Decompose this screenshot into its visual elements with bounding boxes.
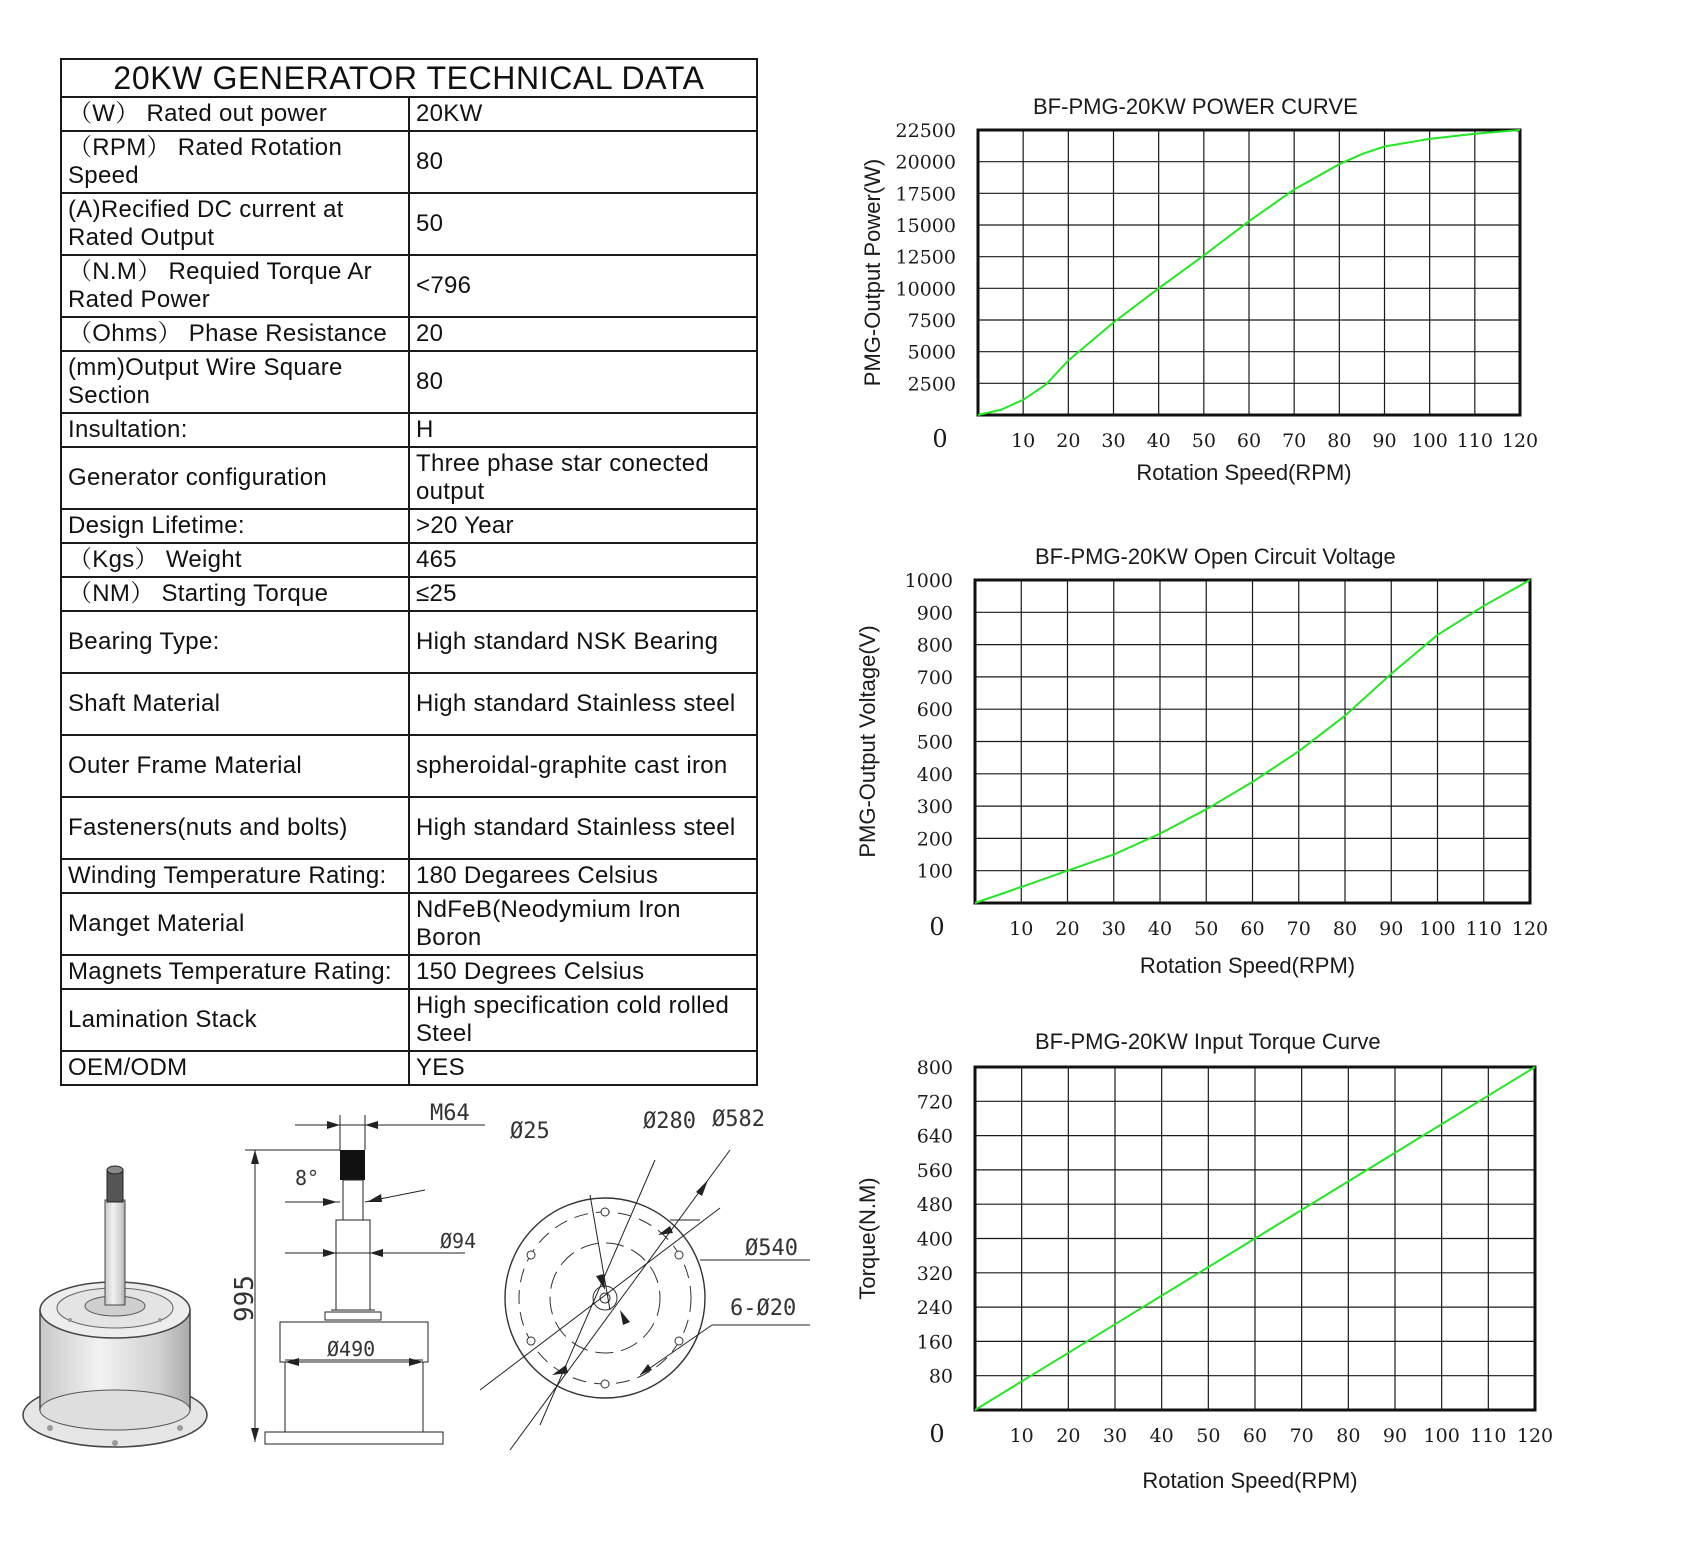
- spec-label: (A)Recified DC current at Rated Output: [61, 193, 409, 255]
- chart-1-x-tick: 10: [1009, 918, 1034, 940]
- chart-0-y-tick: 10000: [895, 278, 956, 301]
- chart-1-y-tick: 200: [916, 828, 953, 851]
- table-title: 20KW GENERATOR TECHNICAL DATA: [61, 59, 757, 97]
- spec-label: （Kgs） Weight: [61, 543, 409, 577]
- chart-0-y-tick: 7500: [907, 310, 956, 332]
- chart-0-x-tick: 90: [1372, 430, 1397, 452]
- spec-value: YES: [409, 1051, 757, 1085]
- chart-1-x-tick: 90: [1379, 918, 1404, 940]
- chart-2-title: BF-PMG-20KW Input Torque Curve: [1035, 1029, 1381, 1054]
- chart-0-y-tick: 5000: [907, 341, 956, 364]
- chart-2-x-tick: 110: [1470, 1425, 1507, 1447]
- spec-label: （RPM） Rated Rotation Speed: [61, 131, 409, 193]
- spec-label: Magnets Temperature Rating:: [61, 955, 409, 989]
- spec-value: H: [409, 413, 757, 447]
- side-view-drawing: [215, 1090, 495, 1470]
- dim-d94: Ø94: [440, 1229, 477, 1253]
- chart-1-x-tick: 100: [1419, 918, 1456, 940]
- spec-label: Fasteners(nuts and bolts): [61, 797, 409, 859]
- chart-0-y-label: PMG-Output Power(W): [860, 158, 885, 387]
- spec-label: Insultation:: [61, 413, 409, 447]
- spec-value: NdFeB(Neodymium Iron Boron: [409, 893, 757, 955]
- spec-value: <796: [409, 255, 757, 317]
- chart-2-x-tick: 50: [1196, 1425, 1221, 1447]
- chart-1-origin-label: 0: [929, 913, 945, 941]
- spec-value: High standard NSK Bearing: [409, 611, 757, 673]
- chart-0-x-tick: 60: [1236, 430, 1262, 452]
- spec-value: 465: [409, 543, 757, 577]
- chart-0-x-label: Rotation Speed(RPM): [1136, 460, 1352, 485]
- spec-label: Lamination Stack: [61, 989, 409, 1051]
- chart-2-x-tick: 120: [1516, 1425, 1554, 1447]
- chart-1-y-label: PMG-Output Voltage(V): [855, 625, 880, 858]
- spec-label: (mm)Output Wire Square Section: [61, 351, 409, 413]
- spec-value: 20: [409, 317, 757, 351]
- chart-0-x-tick: 50: [1191, 430, 1216, 452]
- spec-label: Shaft Material: [61, 673, 409, 735]
- spec-label: Winding Temperature Rating:: [61, 859, 409, 893]
- chart-2-y-tick: 720: [916, 1091, 953, 1114]
- chart-1-x-tick: 30: [1101, 918, 1126, 940]
- chart-2-x-tick: 60: [1242, 1425, 1268, 1447]
- dim-d582: Ø582: [712, 1107, 765, 1132]
- chart-2-y-tick: 480: [916, 1194, 953, 1217]
- generator-render: [10, 1160, 210, 1460]
- chart-1-x-tick: 120: [1511, 918, 1549, 940]
- spec-value: ≤25: [409, 577, 757, 611]
- spec-value: >20 Year: [409, 509, 757, 543]
- spec-value: 50: [409, 193, 757, 255]
- dim-d540: Ø540: [745, 1236, 798, 1261]
- chart-2-x-tick: 100: [1423, 1425, 1460, 1447]
- chart-2-y-label: Torque(N.M): [855, 1177, 880, 1300]
- chart-1-x-tick: 80: [1332, 918, 1358, 940]
- spec-label: Generator configuration: [61, 447, 409, 509]
- chart-2-y-tick: 560: [916, 1159, 953, 1182]
- chart-0-x-tick: 70: [1282, 430, 1307, 452]
- chart-2-x-tick: 80: [1336, 1425, 1361, 1447]
- chart-0-x-tick: 120: [1501, 430, 1539, 452]
- chart-2-x-tick: 20: [1056, 1425, 1081, 1447]
- spec-label: （W） Rated out power: [61, 97, 409, 131]
- chart-0-y-tick: 22500: [895, 120, 956, 142]
- spec-value: High specification cold rolled Steel: [409, 989, 757, 1051]
- spec-value: 20KW: [409, 97, 757, 131]
- spec-value: Three phase star conected output: [409, 447, 757, 509]
- chart-0-origin-label: 0: [932, 425, 948, 453]
- chart-2-x-label: Rotation Speed(RPM): [1142, 1468, 1358, 1493]
- chart-2-x-tick: 40: [1149, 1425, 1174, 1447]
- spec-label: （NM） Starting Torque: [61, 577, 409, 611]
- spec-value: 80: [409, 351, 757, 413]
- top-view-drawing: [480, 1107, 810, 1450]
- spec-value: 80: [409, 131, 757, 193]
- chart-2-y-tick: 800: [916, 1057, 953, 1079]
- dim-d25: Ø25: [510, 1119, 550, 1144]
- chart-0-x-tick: 40: [1146, 430, 1171, 452]
- chart-0-x-tick: 20: [1056, 430, 1081, 452]
- chart-1-y-tick: 500: [916, 731, 953, 754]
- spec-label: Design Lifetime:: [61, 509, 409, 543]
- chart-0-y-tick: 17500: [895, 183, 956, 206]
- chart-2-y-tick: 400: [916, 1228, 953, 1251]
- spec-value: High standard Stainless steel: [409, 673, 757, 735]
- chart-2-x-tick: 70: [1289, 1425, 1314, 1447]
- dim-h995: 995: [230, 1275, 260, 1322]
- dim-m64: M64: [430, 1101, 470, 1126]
- chart-0-y-tick: 2500: [907, 373, 956, 396]
- spec-label: Outer Frame Material: [61, 735, 409, 797]
- chart-1-x-tick: 50: [1194, 918, 1219, 940]
- chart-1-x-tick: 40: [1147, 918, 1173, 940]
- chart-1-y-tick: 100: [916, 860, 953, 883]
- chart-1-x-tick: 20: [1055, 918, 1080, 940]
- spec-label: Manget Material: [61, 893, 409, 955]
- chart-2-y-tick: 240: [916, 1297, 953, 1320]
- chart-1-y-tick: 1000: [904, 570, 953, 592]
- chart-1-y-tick: 400: [916, 763, 953, 786]
- chart-1-x-tick: 70: [1286, 918, 1311, 940]
- chart-2-y-tick: 640: [916, 1125, 953, 1148]
- chart-2-x-tick: 90: [1382, 1425, 1408, 1447]
- dim-holes: 6-Ø20: [730, 1296, 797, 1321]
- chart-1-x-tick: 110: [1465, 918, 1502, 940]
- chart-0-x-tick: 30: [1101, 430, 1126, 452]
- spec-label: OEM/ODM: [61, 1051, 409, 1085]
- spec-label: （Ohms） Phase Resistance: [61, 317, 409, 351]
- chart-2-y-tick: 160: [916, 1331, 953, 1354]
- chart-0-x-tick: 110: [1456, 430, 1493, 452]
- dim-d490: Ø490: [327, 1337, 376, 1361]
- chart-1-y-tick: 300: [916, 796, 953, 819]
- chart-1-title: BF-PMG-20KW Open Circuit Voltage: [1035, 544, 1396, 569]
- chart-0-x-tick: 80: [1327, 430, 1352, 452]
- dim-d280: Ø280: [643, 1109, 696, 1134]
- chart-0-x-tick: 10: [1011, 430, 1036, 452]
- chart-1-y-tick: 900: [916, 602, 953, 625]
- chart-0-y-tick: 20000: [895, 151, 956, 174]
- chart-2-y-tick: 80: [928, 1365, 953, 1388]
- spec-value: spheroidal-graphite cast iron: [409, 735, 757, 797]
- spec-value: 180 Degarees Celsius: [409, 859, 757, 893]
- chart-2-origin-label: 0: [929, 1420, 945, 1448]
- chart-1-x-tick: 60: [1240, 918, 1265, 940]
- dim-angle: 8°: [295, 1166, 320, 1190]
- chart-0-title: BF-PMG-20KW POWER CURVE: [1033, 94, 1358, 119]
- chart-1-y-tick: 800: [916, 634, 953, 657]
- chart-2-x-tick: 10: [1009, 1425, 1034, 1447]
- chart-0-y-tick: 15000: [895, 215, 956, 237]
- chart-0-y-tick: 12500: [895, 246, 956, 269]
- chart-2-y-tick: 320: [916, 1262, 953, 1285]
- chart-2-x-tick: 30: [1102, 1425, 1128, 1447]
- spec-value: 150 Degrees Celsius: [409, 955, 757, 989]
- spec-label: Bearing Type:: [61, 611, 409, 673]
- spec-value: High standard Stainless steel: [409, 797, 757, 859]
- chart-1-y-tick: 700: [916, 666, 953, 689]
- chart-0-x-tick: 100: [1411, 430, 1448, 452]
- chart-1-x-label: Rotation Speed(RPM): [1139, 953, 1356, 978]
- chart-1-y-tick: 600: [916, 699, 953, 722]
- spec-label: （N.M） Requied Torque Ar Rated Power: [61, 255, 409, 317]
